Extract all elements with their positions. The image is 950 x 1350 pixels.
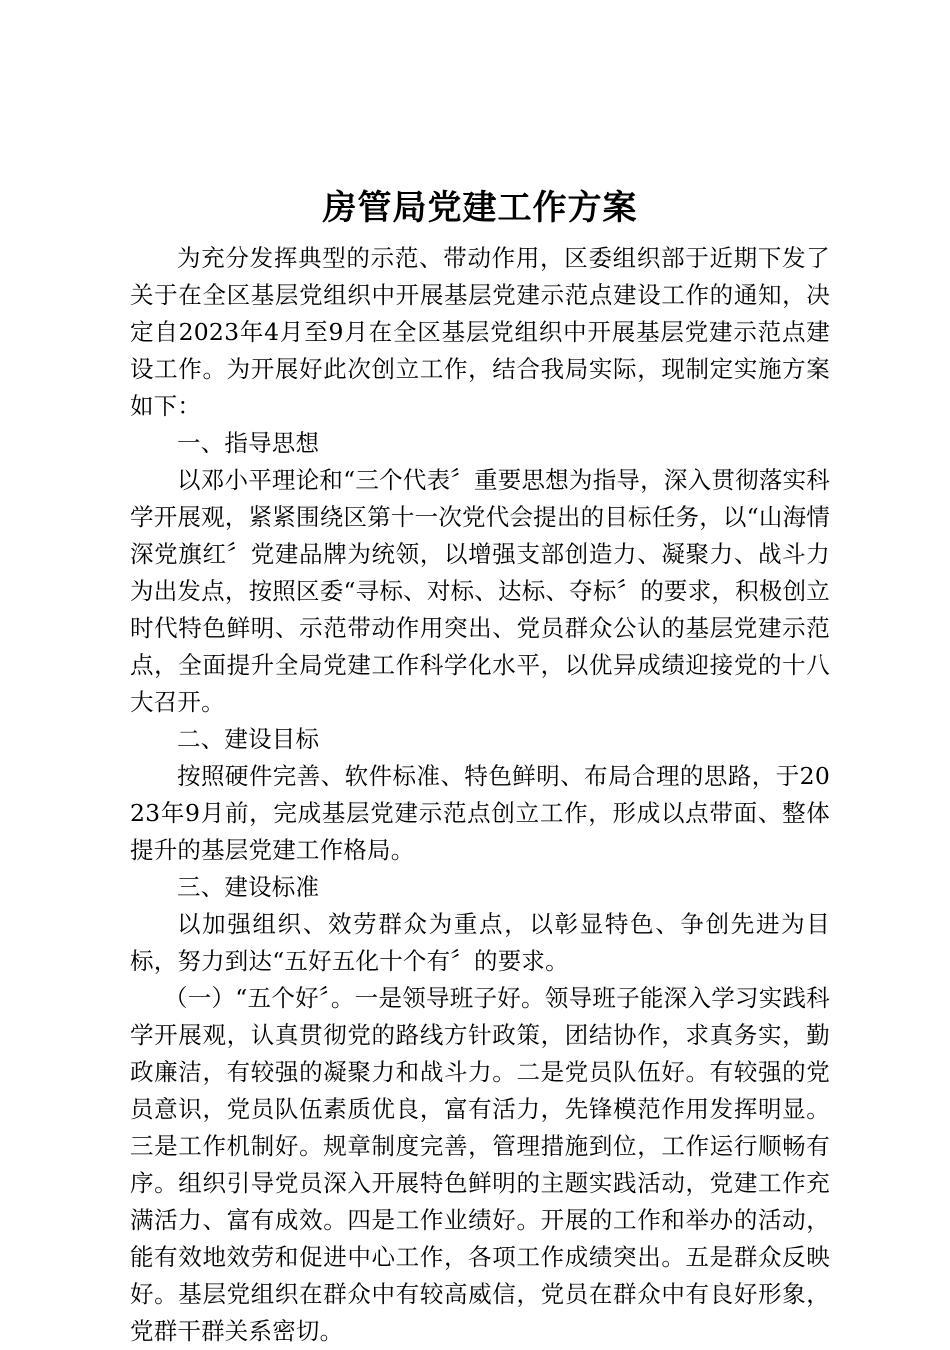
guiding-ideology-paragraph: 以邓小平理论和“三个代表〞重要思想为指导，深入贯彻落实科学开展观，紧紧围绕区第十一次党代会提出的目标任务，以“山海情深党旗红〞党建品牌为统领，以增强支部创造力、凝聚力、战斗力为出发点，按照区委“寻标、对标、达标、夺标〞的要求，积极创立时代特色鲜明、示范带动作用突出、党员群众公认的基层党建示范点，全面提升全局党建工作科学化水平，以优异成绩迎接党的十八大召开。 — [130, 466, 830, 716]
section-heading-construction-goal: 二、建设目标 — [177, 725, 320, 753]
document-title: 房管局党建工作方案 — [322, 188, 638, 228]
construction-goal-paragraph: 按照硬件完善、软件标准、特色鲜明、布局合理的思路，于2023年9月前，完成基层党建示范点创立工作，形成以点带面、整体提升的基层党建工作格局。 — [130, 762, 830, 864]
intro-paragraph: 为充分发挥典型的示范、带动作用，区委组织部于近期下发了关于在全区基层党组织中开展基层党建示范点建设工作的通知，决定自2023年4月至9月在全区基层党组织中开展基层党建示范点建设工作。为开展好此次创立工作，结合我局实际，现制定实施方案如下： — [130, 244, 830, 420]
five-goods-paragraph: （一）“五个好〞。一是领导班子好。领导班子能深入学习实践科学开展观，认真贯彻党的路线方针政策，团结协作，求真务实，勤政廉洁，有较强的凝聚力和战斗力。二是党员队伍好。有较强的党员意识，党员队伍素质优良，富有活力，先锋模范作用发挥明显。三是工作机制好。规章制度完善，管理措施到位，工作运行顺畅有序。组织引导党员深入开展特色鲜明的主题实践活动，党建工作充满活力、富有成效。四是工作业绩好。开展的工作和举办的活动，能有效地效劳和促进中心工作，各项工作成绩突出。五是群众反映好。基层党组织在群众中有较高威信，党员在群众中有良好形象，党群干群关系密切。 — [130, 984, 830, 1345]
section-heading-construction-standard: 三、建设标准 — [177, 873, 320, 901]
construction-standard-paragraph: 以加强组织、效劳群众为重点，以彰显特色、争创先进为目标，努力到达“五好五化十个有〞的要求。 — [130, 910, 830, 975]
section-heading-guiding-ideology: 一、指导思想 — [177, 429, 320, 457]
document-page — [130, 180, 830, 1350]
